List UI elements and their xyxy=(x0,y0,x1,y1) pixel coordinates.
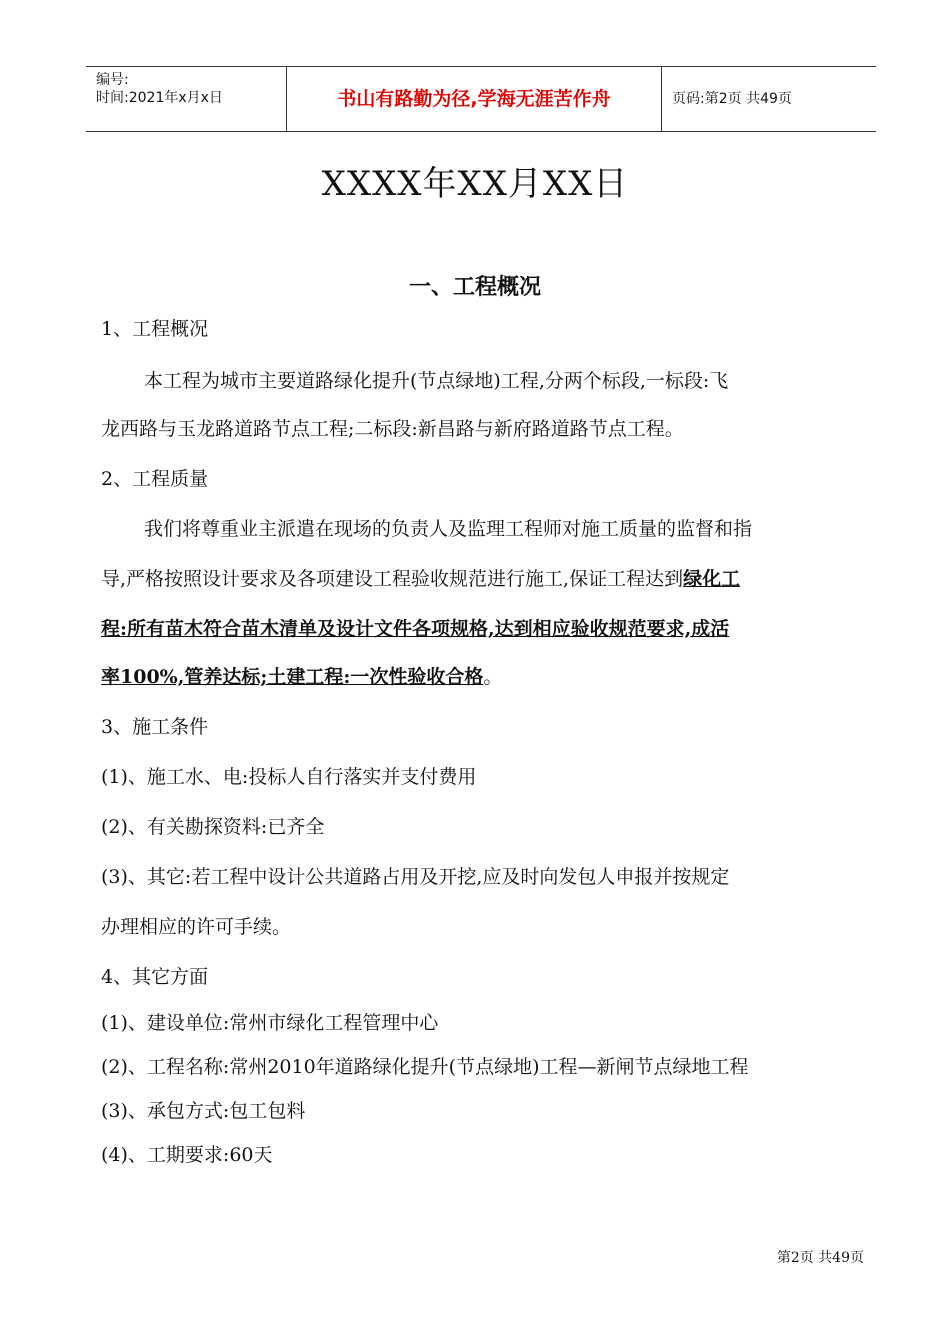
subheading: 1、工程概况 xyxy=(101,318,209,340)
page-footer: 第2页 共49页 xyxy=(776,1250,864,1266)
paragraph-text: 导,严格按照设计要求及各项建设工程验收规范进行施工,保证工程达到 xyxy=(101,568,684,590)
paragraph-line xyxy=(101,564,871,591)
paragraph-text: 。 xyxy=(483,666,503,688)
header-divider xyxy=(661,67,662,131)
list-item: (3)、承包方式:包工包料 xyxy=(101,1100,306,1122)
list-item: (2)、有关勘探资料:已齐全 xyxy=(101,816,325,838)
paragraph-line: 本工程为城市主要道路绿化提升(节点绿地)工程,分两个标段,一标段:飞 xyxy=(144,370,729,392)
list-item: (1)、施工水、电:投标人自行落实并支付费用 xyxy=(101,766,477,788)
list-item: (1)、建设单位:常州市绿化工程管理中心 xyxy=(101,1012,439,1034)
subheading: 3、施工条件 xyxy=(101,716,209,738)
list-item: (3)、其它:若工程中设计公共道路占用及开挖,应及时向发包人申报并按规定 xyxy=(101,866,730,888)
list-item: (4)、工期要求:60天 xyxy=(101,1144,273,1166)
subheading: 2、工程质量 xyxy=(101,468,209,490)
list-item: (2)、工程名称:常州2010年道路绿化提升(节点绿地)工程—新闸节点绿地工程 xyxy=(101,1056,749,1078)
paragraph-line xyxy=(101,662,871,689)
underlined-text: 率100%,管养达标;土建工程:一次性验收合格 xyxy=(101,666,484,688)
underlined-text: 绿化工 xyxy=(683,568,741,590)
paragraph-line: 我们将尊重业主派遣在现场的负责人及监理工程师对施工质量的监督和指 xyxy=(144,518,753,540)
header-meta xyxy=(96,71,223,107)
page-header xyxy=(86,66,876,132)
header-page-number: 页码:第2页 共49页 xyxy=(672,91,792,107)
time-label: 时间:2021年x月x日 xyxy=(96,90,223,106)
paragraph-line: 龙西路与玉龙路道路节点工程;二标段:新昌路与新府路道路节点工程。 xyxy=(101,418,684,440)
paragraph-line: 办理相应的许可手续。 xyxy=(101,916,292,938)
date-heading: XXXX年XX月XX日 xyxy=(321,164,629,204)
number-label: 编号: xyxy=(96,72,129,88)
subheading: 4、其它方面 xyxy=(101,966,209,988)
header-motto: 书山有路勤为径,学海无涯苦作舟 xyxy=(337,88,611,110)
section-title: 一、工程概况 xyxy=(408,275,541,300)
underlined-line: 程:所有苗木符合苗木清单及设计文件各项规格,达到相应验收规范要求,成活 xyxy=(101,618,730,640)
